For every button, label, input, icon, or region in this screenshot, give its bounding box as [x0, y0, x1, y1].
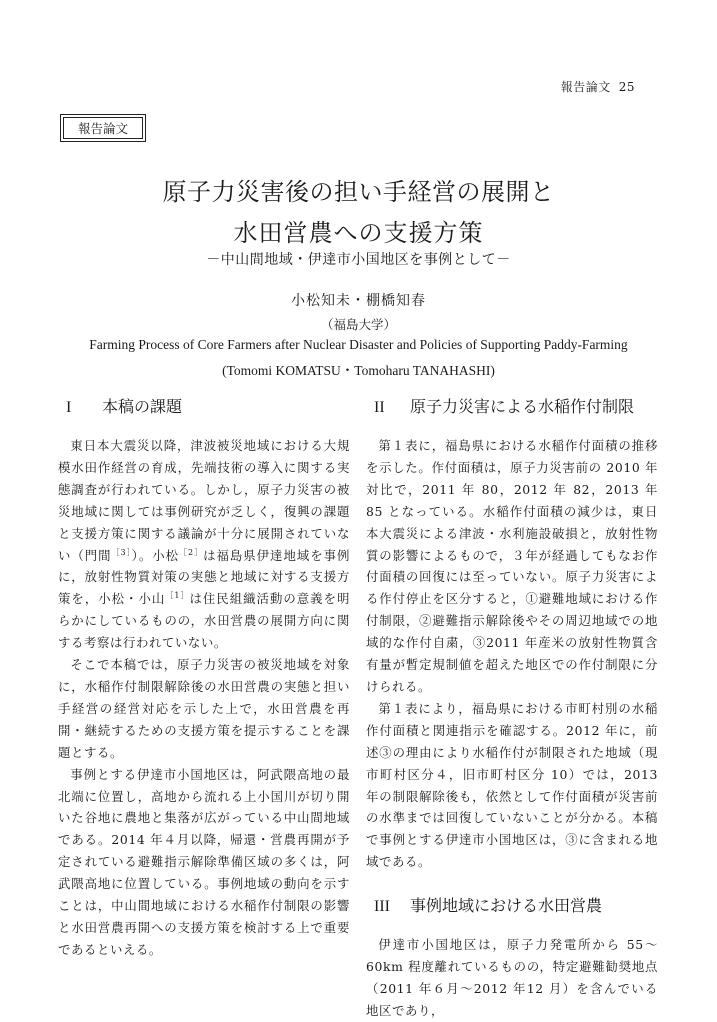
article-type-box	[60, 114, 146, 142]
paragraph: 伊達市小国地区は，原子力発電所から 55～60km 程度離れているものの，特定避難勧奨地点（2011 年６月～2012 年12 月）を含んでいる地区であり，	[366, 937, 658, 1018]
paragraph: 事例とする伊達市小国地区は，阿武隈高地の最北端に位置し，高地から流れる上小国川が切り開いた谷地に農地と集落が広がっている中山間地域である。2014 年４月以降，帰還・営農再開が予定されている避難指示解除準備区域の多くは，阿武隈高地に位置している。事例地域の動向を示すことは，中山間地域における水稲作付制限の影響と水田営農再開への支援方策を検討する上で重要であるといえる。	[58, 766, 350, 957]
running-header	[561, 78, 635, 95]
paragraph-text: は住民組織活動の意義を明らかにしているものの，水田営農の展開方向に関する考察は行われていない。	[58, 591, 350, 651]
section-title: 事例地域における水田営農	[410, 896, 603, 916]
english-authors: (Tomomi KOMATSU・Tomoharu TANAHASHI)	[222, 363, 495, 378]
citation-ref: ［2］	[179, 547, 204, 557]
authors: 小松知未・棚橋知春	[291, 293, 426, 309]
paragraph-text: 東日本大震災以降，津波被災地域における大規模水田作経営の育成，先端技術の導入に関する実態調査が行われている。しかし，原子力災害の被災地域に関しては事例研究が乏しく，復興の課題と支援方策に関する議論が十分に展開されていない（門間	[58, 438, 350, 563]
article-type-label: 報告論文	[63, 117, 143, 139]
subtitle: －中山間地域・伊達市小国地区を事例として－	[206, 252, 511, 268]
paragraph: 第１表に，福島県における水稲作付面積の推移を示した。作付面積は，原子力災害前の 2010 年対比で，2011 年 80，2012 年 82，2013 年 85 となっている。水稲作付面積の減少は，東日本大震災による津波・水利施設破損と，放射性物質の影響によるもので，３年が経過してもなお作付面積の回復には至っていない。原子力災害による作付停止を区分すると，①避難地域における作付制限，②避難指示解除後やその周辺地域での地域的な作付自粛，③2011 年産米の放射性物質含有量が暫定規制値を超えた地区での作付制限に分けられる。	[366, 438, 658, 694]
paragraph: そこで本稿では，原子力災害の被災地域を対象に，水稲作付制限解除後の水田営農の実態と担い手経営の経営対応を示した上で，水田営農を再開・継続するための支援方策を提示することを課題とする。	[58, 657, 350, 760]
section-number: I	[66, 399, 72, 416]
section-title: 原子力災害による水稲作付制限	[410, 397, 635, 416]
right-column	[366, 396, 658, 1022]
section-number: II	[374, 399, 385, 416]
section-title: 本稿の課題	[102, 397, 183, 416]
section-heading-3	[366, 895, 658, 917]
citation-ref: ［3］	[111, 547, 132, 557]
title-line-2: 水田営農への支援方策	[233, 219, 484, 247]
citation-ref: ［1］	[165, 591, 190, 601]
title-line-1: 原子力災害後の担い手経営の展開と	[162, 178, 555, 206]
paragraph	[58, 435, 350, 654]
page-number: 25	[618, 80, 635, 94]
english-title: Farming Process of Core Farmers after Nuclear Disaster and Policies of Supporting Paddy-Farming	[89, 337, 628, 352]
section-heading-1	[58, 396, 350, 418]
paragraph-text: ）。小松	[131, 547, 180, 563]
running-header-label: 報告論文	[560, 80, 611, 94]
paragraph: 第１表により，福島県における市町村別の水稲作付面積と関連指示を確認する。2012 年に，前述③の理由により水稲作付が制限された地域（現市町村区分４，旧市町村区分 10）では，2013 年の制限解除後も，依然として作付面積が災害前の水準までは回復していないことが分かる。本稿で事例とする伊達市小国地区は，③に含まれる地域である。	[366, 700, 658, 870]
left-column	[58, 396, 350, 961]
affiliation: （福島大学）	[320, 317, 396, 332]
paragraph-text: は福島県伊達地域を事例に，放射性物質対策の実態と地域に対する支援方策を，小松・小山	[58, 547, 350, 607]
section-heading-2	[366, 396, 658, 418]
section-number: III	[374, 898, 390, 916]
